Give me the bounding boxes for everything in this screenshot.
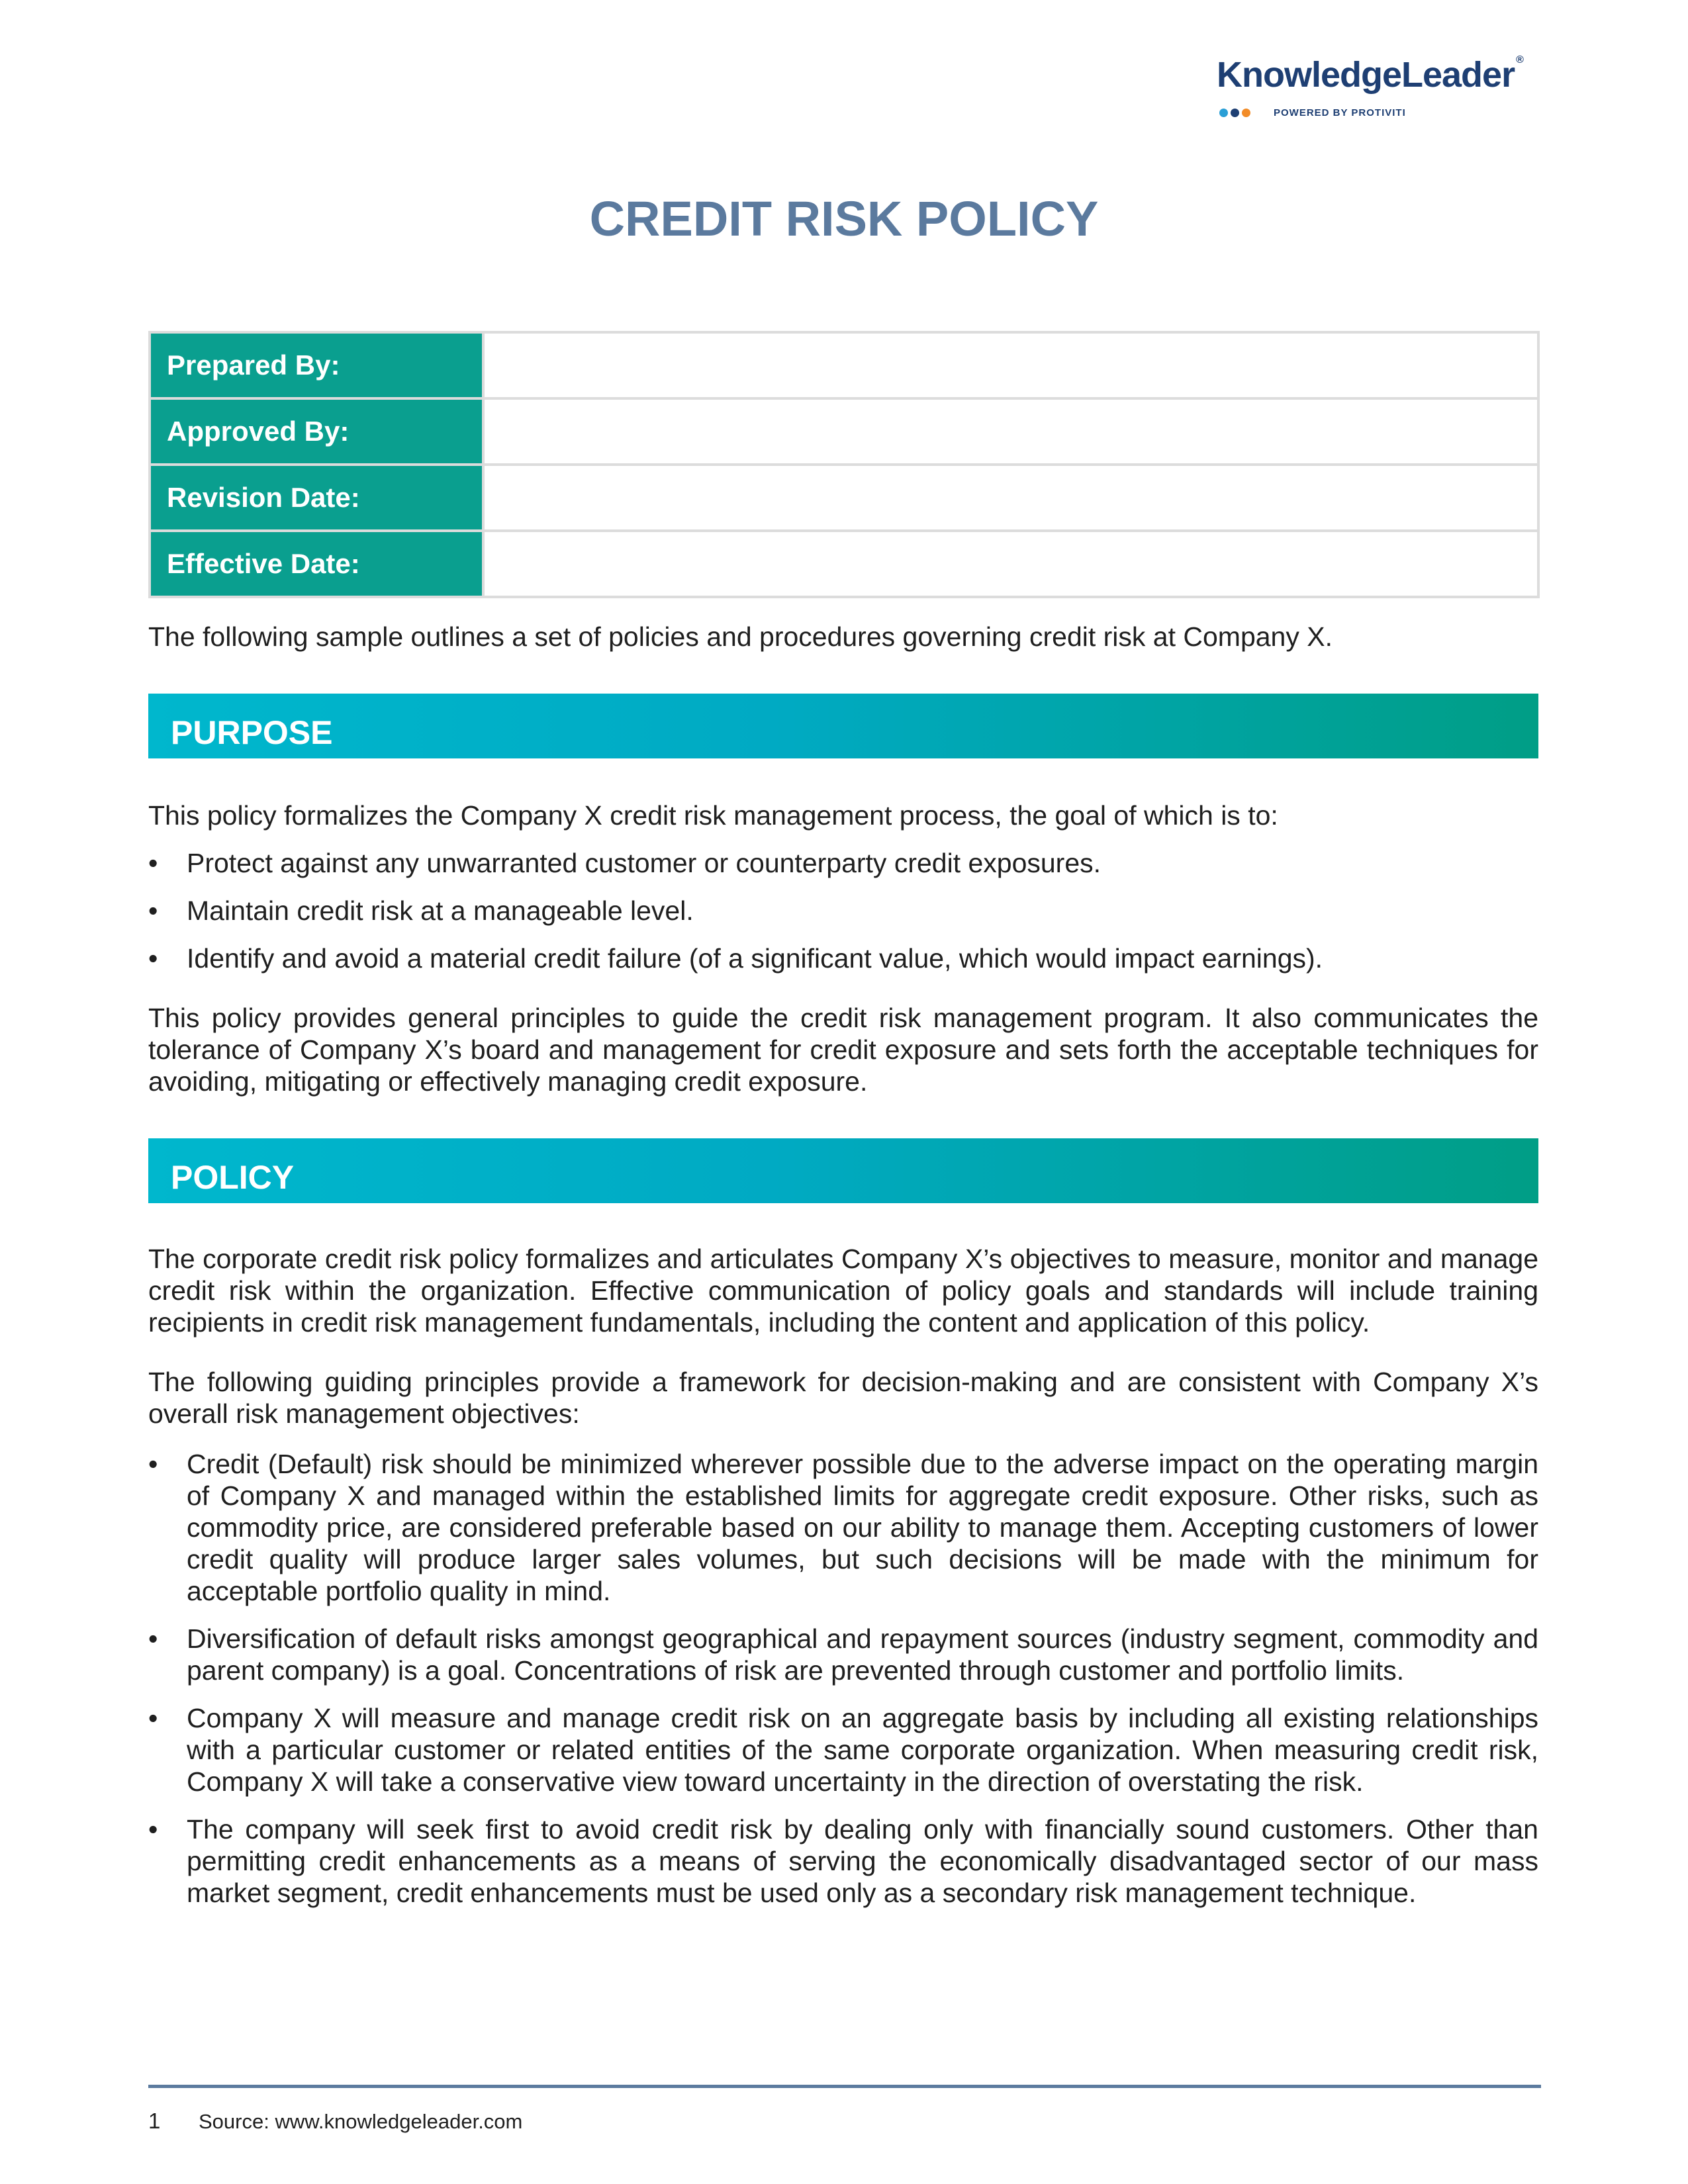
- logo-text: KnowledgeLeader: [1217, 55, 1515, 95]
- footer-source-text: Source: www.knowledgeleader.com: [199, 2110, 523, 2133]
- bullet-icon: •: [148, 848, 158, 878]
- table-row: [150, 465, 1538, 531]
- intro-paragraph: The following sample outlines a set of policies and procedures governing credit risk at Company X.: [148, 621, 1333, 652]
- footer-divider: [148, 2085, 1541, 2088]
- effective-date-label: Effective Date:: [150, 531, 483, 597]
- logo-dots-icon: [1219, 109, 1253, 118]
- logo-tagline: POWERED BY PROTIVITI: [1274, 107, 1406, 118]
- list-item: • The company will seek first to avoid credit risk by dealing only with financially sound customers. Other than permitting credit enhancements as a means of serving the economically disadvantaged sector of our mass market segment, credit enhancements must be used only as a secondary risk management technique.: [148, 1814, 1538, 1908]
- logo-registered-mark: ®: [1516, 54, 1523, 66]
- approved-by-label: Approved By:: [150, 398, 483, 465]
- knowledgeleader-logo: [1217, 54, 1534, 127]
- revision-date-label: Revision Date:: [150, 465, 483, 531]
- bullet-icon: •: [148, 1449, 158, 1479]
- bullet-icon: •: [148, 895, 158, 926]
- purpose-heading: PURPOSE: [171, 714, 333, 751]
- list-item: • Protect against any unwarranted customer or counterparty credit exposures.: [148, 848, 1102, 878]
- guiding-principles-list: [148, 1448, 1538, 1909]
- document-title: CREDIT RISK POLICY: [589, 191, 1099, 246]
- list-item: • Identify and avoid a material credit failure (of a significant value, which would impact earnings).: [148, 943, 1323, 974]
- effective-date-field[interactable]: [483, 531, 1538, 597]
- purpose-section-header: [148, 694, 1538, 758]
- bullet-icon: •: [148, 1814, 158, 1844]
- policy-paragraph-1: The corporate credit risk policy formalizes and articulates Company X’s objectives to measure, monitor and manage credit risk within the organization. Effective communication of policy goals and standards will include training recipients in credit risk management fundamentals, including the content and application of this policy.: [148, 1244, 1538, 1338]
- policy-heading: POLICY: [171, 1159, 295, 1196]
- purpose-goal-list: [148, 847, 1538, 974]
- document-info-table: [148, 331, 1540, 598]
- list-item: • Maintain credit risk at a manageable level.: [148, 895, 694, 926]
- bullet-icon: •: [148, 1703, 158, 1733]
- policy-section-header: [148, 1138, 1538, 1203]
- table-row: [150, 332, 1538, 398]
- list-item: • Diversification of default risks amongst geographical and repayment sources (industry segment, commodity and parent company) is a goal. Concentrations of risk are prevented through customer and portfolio limits.: [148, 1623, 1538, 1686]
- policy-paragraph-2: The following guiding principles provide a framework for decision-making and are consistent with Company X’s overall risk management objectives:: [148, 1367, 1538, 1429]
- revision-date-field[interactable]: [483, 465, 1538, 531]
- table-row: [150, 398, 1538, 465]
- prepared-by-field[interactable]: [483, 332, 1538, 398]
- list-item: • Company X will measure and manage credit risk on an aggregate basis by including all existing relationships with a particular customer or related entities of the same corporate organization. When measuring credit risk, Company X will take a conservative view toward uncertainty in the direction of overstating the risk.: [148, 1703, 1538, 1797]
- table-row: [150, 531, 1538, 597]
- bullet-icon: •: [148, 943, 158, 974]
- bullet-icon: •: [148, 1623, 158, 1654]
- approved-by-field[interactable]: [483, 398, 1538, 465]
- purpose-closing-paragraph: This policy provides general principles to guide the credit risk management program. It also communicates the tolerance of Company X’s board and management for credit exposure and sets forth the acceptable techniques for avoiding, mitigating or effectively managing credit exposure.: [148, 1003, 1538, 1097]
- list-item: • Credit (Default) risk should be minimized wherever possible due to the adverse impact on the operating margin of Company X and managed within the established limits for aggregate credit exposure. Other risks, such as commodity price, are considered preferable based on our ability to manage them. Accepting customers of lower credit quality will produce larger sales volumes, but such decisions will be made with the minimum for acceptable portfolio quality in mind.: [148, 1449, 1538, 1606]
- prepared-by-label: Prepared By:: [150, 332, 483, 398]
- purpose-lead-paragraph: This policy formalizes the Company X credit risk management process, the goal of which is to:: [148, 800, 1278, 831]
- page-number: 1: [148, 2109, 161, 2133]
